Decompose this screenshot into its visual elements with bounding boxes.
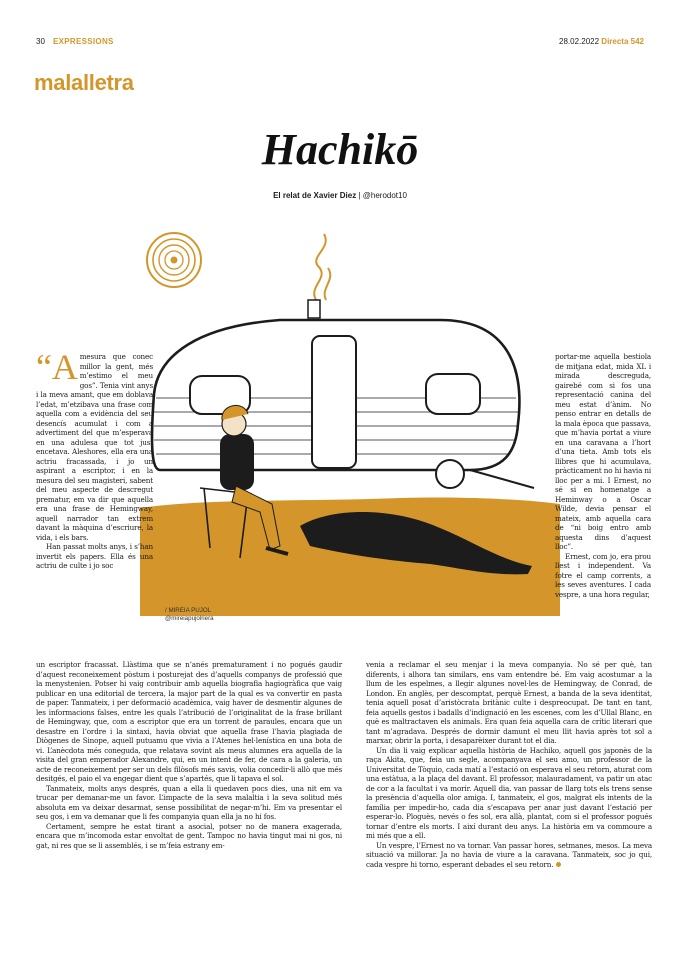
chimney: [308, 300, 320, 318]
dropcap: “A: [36, 347, 78, 387]
paragraph-3: Tanmateix, molts anys després, quan a ella li quedaven pocs dies, una nit em va trucar per demanar-me un favor. L’impacte de la seva malaltia i la seva solitud més absoluta em va deixar desarmat, sense possibilitat de negar-m’hi. Em va presentar el seu gos, i em va demanar que li fes companyia quan ella ja no hi fos.: [36, 783, 342, 821]
issue-info: [559, 37, 644, 46]
credit-author: / MIREIA PUJOL: [165, 607, 212, 614]
paragraph-7-text: Un vespre, l’Ernest no va tornar. Van passar hores, setmanes, mesos. La meva situació va millorar. Ja no havia de viure a la caravana. Tanmateix, soc jo qui, cada vespre hi torno, esperant debades el seu retorn.: [366, 840, 652, 869]
credit-handle: @mireiapujolriera: [165, 615, 214, 622]
paragraph-5-continued: venia a reclamar el seu menjar i la meva companyia. No sé per què, tan diferents, i alhora tan similars, ens vam entendre bé. Em vaig acostumar a la llum de les espelmes, a llegir algunes novel·les de Hemingway, de Conrad, de London. En anglès, per descomptat, perquè Ernest, a banda de la seva identitat, tenia aquell posat d’aristòcrata britànic culte i despreocupat. De tant en tant, feia aquells gestos i badalls d’indignació en les escenes, com les d’Ullal Blanc, en què es maltractaven els animals. Era quan feia aquella cara de crític literari que tant m’agradava. Després de dormir damunt el meu llit havia après tot sol a marxar, obrir la porta, i desaparèixer durant tot el dia.: [366, 660, 652, 745]
column-bottom-left: [36, 660, 342, 850]
column-left: [36, 347, 153, 571]
illustration: [140, 208, 560, 616]
end-mark-icon: [556, 862, 561, 867]
byline-author: El relat de Xavier Diez: [273, 191, 357, 200]
paragraph-1: [36, 347, 153, 542]
page-header: [36, 37, 644, 49]
paragraph-right-2: Ernest, com jo, era prou llest i independent. Va fotre el camp corrents, a les seves aventures. I cada vespre, a una hora regular,: [555, 551, 651, 599]
byline-handle: | @herodot10: [358, 191, 407, 200]
column-right: [555, 352, 651, 599]
paragraph-2-continued: un escriptor fracassat. Llàstima que se n’anés prematurament i no pogués gaudir d’aquest reconeixement pòstum i posturejat des d’aquells companys de professió que la menystenien. Potser hi vaig contribuir amb aquella biografia hagiogràfica que vaig publicar en una editorial de tercera, la major part de la qual es va convertir en pasta de paper. Tanmateix, i per deformació acadèmica, vaig haver de desmentir algunes de les informacions falses, entre les quals l’atribució de l’originalitat de la frase brillant de Hemingway, que, com a escriptor que era un torrent de paraules, encara que un desastre en l’ordre i la sintaxi, havia obviat que aquella frase l’havia plagiada de Diògenes de Sinope, aquell putuamu que vivia a l’Atenes hel·lenística en una bota de vi. L’anècdota més coneguda, que relatava sovint als meus alumnes era aquella de la visita del gran emperador Alexandre, qui, en un intent de fer, de cara a la galeria, un acte de reconeixement per ser un dels filòsofs més savis, volia concedir-li allò que més desitgés, el paio el va engegar dient que s’apartés, que li tapava el sol.: [36, 660, 342, 783]
page-number: 30: [36, 37, 45, 46]
byline: [0, 191, 680, 200]
column-bottom-right: [366, 660, 652, 869]
sun-icon: [147, 233, 201, 287]
section-tag: malalletra: [34, 70, 134, 95]
paragraph-4: Certament, sempre he estat tirant a asocial, potser no de manera exagerada, encara que m’incomoda estar envoltat de gent. Tampoc no havia tingut mai ni gos, ni gat, ni res que se li assemblés, i se m’feia estrany em-: [36, 821, 342, 850]
paragraph-2: Han passat molts anys, i s’han invertit els papers. Ella és una actriu de culte i jo soc: [36, 542, 153, 570]
paragraph-1-text: mesura que conec millor la gent, més m’estimo el meu gos”. Tenia vint anys i la meva amant, que em doblava l’edat, m’etzibava una frase com aquella com a evidència del seu desencís acumulat i com a advertiment del que m’esperava en una adulesa que tot just encetava. Aleshores, ella era una actriu fracassada, i jo un aspirant a escriptor, i en la mesura del seu magisteri, sabent del meu aspecte de descregut prematur, em va dir que aquella era una frase de Hemingway, aquell narrador tan extrem davant la màquina d’escriure, la vida, i els bars.: [36, 352, 153, 542]
publication-name: Directa 542: [601, 37, 644, 46]
issue-date: 28.02.2022: [559, 37, 600, 46]
caravan: [152, 320, 534, 488]
section-name: EXPRESSIONS: [53, 37, 114, 46]
paragraph-7: [366, 841, 652, 870]
chimney-smoke: [314, 234, 330, 300]
article-title: Hachikō: [261, 125, 419, 174]
illustration-credit: [165, 607, 214, 623]
paragraph-6: Un dia li vaig explicar aquella història de Hachiko, aquell gos japonès de la raça Akita, que, feia un segle, acompanyava el seu amo, un professor de la Universitat de Tòquio, cada matí a l’estació on esperava el seu retorn, aturat com una estàtua, a la plaça del davant. El professor, malauradament, va patir un atac de cor a la facultat i va morir. Aquell dia, van passar de llarg tots els trens sense la presència d’aquella olor amiga. I, tanmateix, el gos, malgrat els intents de la família per impedir-ho, cada dia s’escapava per anar just davant l’estació per esperar-lo. Ploguès, nevés o fes sol, era allà, plantat, com si el professor pogués tornar d’entre els morts. I així durant deu anys. La història em va commoure a mi més que a ell.: [366, 745, 652, 840]
paragraph-right-1: portar-me aquella bestiola de mitjana edat, mida XL i mirada descreguda, gairebé com si fos una representació canina del meu estat d’ànim. No penso entrar en detalls de la mala època que passava, que m’havia portat a viure en una caravana a l’hort d’una tieta. Amb tots els llibres que hi acumulava, pràcticament no hi havia ni lloc per a mi. I Ernest, no sé si en homenatge a Heminway o a Oscar Wilde, devia pensar el mateix, amb aquella cara de “ni boig entro amb aquesta dins d’aquest lloc”.: [555, 352, 651, 551]
